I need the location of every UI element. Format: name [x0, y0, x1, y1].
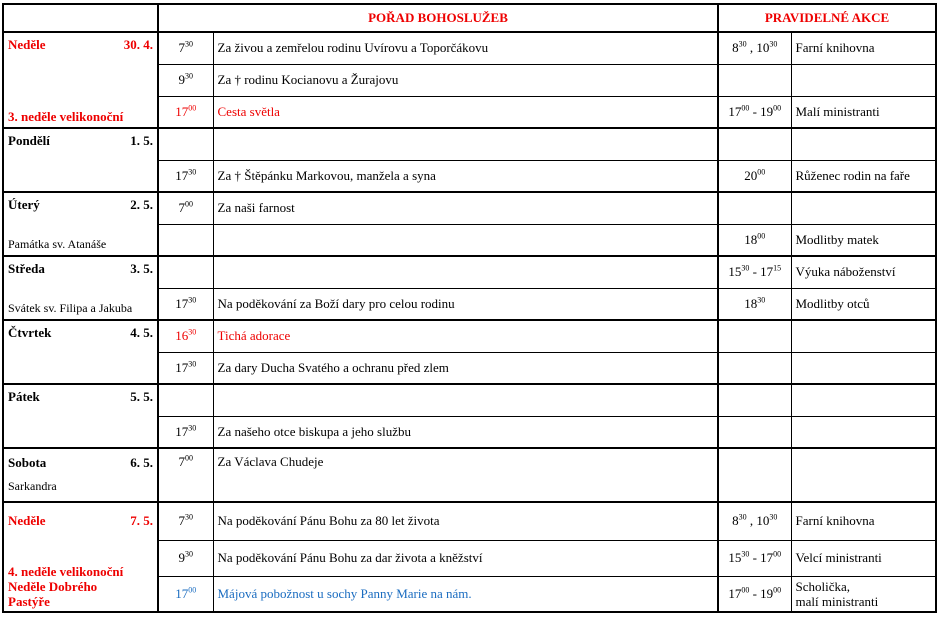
day-name: Pondělí — [8, 133, 50, 148]
event-time: $15^{30} - 17^{15}$ — [718, 256, 791, 288]
table-row — [3, 384, 936, 416]
day-date: 5. 5. — [130, 389, 153, 404]
mass-intention — [213, 256, 718, 288]
day-date: 4. 5. — [130, 325, 153, 340]
mass-intention: Na poděkování Pánu Bohu za dar života a kněžství — [213, 540, 718, 576]
mass-intention: Za † rodinu Kocianovu a Žurajovu — [213, 64, 718, 96]
event-name: Růženec rodin na faře — [791, 160, 936, 192]
day-name: Čtvrtek — [8, 325, 52, 340]
table-row — [3, 128, 936, 160]
day-cell-monday — [3, 128, 158, 192]
mass-time: $17^{00}$ — [158, 96, 213, 128]
table-row — [3, 32, 936, 64]
event-time — [718, 416, 791, 448]
event-time — [718, 448, 791, 502]
event-name: Malí ministranti — [791, 96, 936, 128]
table-row — [3, 448, 936, 502]
event-name — [791, 320, 936, 352]
day-note: Svátek sv. Filipa a Jakuba — [8, 301, 133, 315]
day-date: 2. 5. — [130, 197, 153, 212]
mass-time: $17^{30}$ — [158, 160, 213, 192]
day-name: Sobota — [8, 455, 47, 470]
mass-intention: Za Václava Chudeje — [213, 448, 718, 502]
day-cell-friday — [3, 384, 158, 448]
event-time: $8^{30}$ , $10^{30}$ — [718, 32, 791, 64]
event-time: $18^{30}$ — [718, 288, 791, 320]
day-note: Památka sv. Atanáše — [8, 237, 107, 251]
header-blank — [3, 4, 158, 32]
day-name: Neděle — [8, 513, 46, 528]
day-date: 6. 5. — [130, 455, 153, 470]
schedule-table — [2, 3, 937, 613]
mass-time — [158, 224, 213, 256]
mass-intention: Za † Štěpánku Markovou, manžela a syna — [213, 160, 718, 192]
mass-intention: Na poděkování Pánu Bohu za 80 let života — [213, 502, 718, 540]
mass-time: $17^{00}$ — [158, 576, 213, 612]
day-cell-sunday-2 — [3, 502, 158, 612]
table-row — [3, 256, 936, 288]
event-name — [791, 192, 936, 224]
event-time: $18^{00}$ — [718, 224, 791, 256]
event-name — [791, 352, 936, 384]
mass-time: $7^{30}$ — [158, 32, 213, 64]
event-time — [718, 64, 791, 96]
mass-time: $9^{30}$ — [158, 64, 213, 96]
mass-time — [158, 256, 213, 288]
event-time: $15^{30} - 17^{00}$ — [718, 540, 791, 576]
mass-intention: Za živou a zemřelou rodinu Uvírovu a Toporčákovu — [213, 32, 718, 64]
day-date: 3. 5. — [130, 261, 153, 276]
mass-intention: Na poděkování za Boží dary pro celou rodinu — [213, 288, 718, 320]
events-title: PRAVIDELNÉ AKCE — [718, 4, 936, 32]
mass-time — [158, 384, 213, 416]
day-date: 30. 4. — [123, 37, 153, 52]
event-name — [791, 416, 936, 448]
mass-time: $17^{30}$ — [158, 352, 213, 384]
day-cell-tuesday — [3, 192, 158, 256]
event-time — [718, 128, 791, 160]
mass-time: $9^{30}$ — [158, 540, 213, 576]
mass-time: $7^{00}$ — [158, 192, 213, 224]
event-name: Scholička, malí ministranti — [791, 576, 936, 612]
event-time — [718, 192, 791, 224]
mass-intention: Cesta světla — [213, 96, 718, 128]
mass-time: $17^{30}$ — [158, 416, 213, 448]
header-row — [3, 4, 936, 32]
day-cell-wednesday — [3, 256, 158, 320]
event-time: $8^{30}$ , $10^{30}$ — [718, 502, 791, 540]
day-note: Sarkandra — [8, 479, 57, 493]
mass-intention — [213, 384, 718, 416]
mass-intention — [213, 128, 718, 160]
event-name: Farní knihovna — [791, 32, 936, 64]
event-name — [791, 128, 936, 160]
day-cell-sunday-1 — [3, 32, 158, 128]
event-time: $20^{00}$ — [718, 160, 791, 192]
table-row — [3, 192, 936, 224]
event-name: Výuka náboženství — [791, 256, 936, 288]
event-name — [791, 448, 936, 502]
day-note: 4. neděle velikonoční Neděle Dobrého Pastýře — [8, 564, 124, 609]
mass-intention: Za naši farnost — [213, 192, 718, 224]
mass-intention: Májová pobožnost u sochy Panny Marie na nám. — [213, 576, 718, 612]
mass-time: $16^{30}$ — [158, 320, 213, 352]
event-time — [718, 352, 791, 384]
event-name — [791, 384, 936, 416]
mass-intention: Tichá adorace — [213, 320, 718, 352]
mass-time — [158, 128, 213, 160]
event-time: $17^{00} - 19^{00}$ — [718, 576, 791, 612]
mass-time: $7^{30}$ — [158, 502, 213, 540]
mass-intention: Za našeho otce biskupa a jeho službu — [213, 416, 718, 448]
event-name: Farní knihovna — [791, 502, 936, 540]
day-name: Pátek — [8, 389, 40, 404]
day-date: 7. 5. — [130, 513, 153, 528]
day-date: 1. 5. — [130, 133, 153, 148]
day-name: Středa — [8, 261, 45, 276]
event-name: Velcí ministranti — [791, 540, 936, 576]
event-name: Modlitby otců — [791, 288, 936, 320]
mass-intention: Za dary Ducha Svatého a ochranu před zlem — [213, 352, 718, 384]
day-name: Neděle — [8, 37, 46, 52]
mass-time: $7^{00}$ — [158, 448, 213, 502]
table-row — [3, 502, 936, 540]
event-time: $17^{00} - 19^{00}$ — [718, 96, 791, 128]
services-title: POŘAD BOHOSLUŽEB — [158, 4, 718, 32]
mass-time: $17^{30}$ — [158, 288, 213, 320]
day-note: 3. neděle velikonoční — [8, 109, 124, 124]
table-row — [3, 320, 936, 352]
event-name: Modlitby matek — [791, 224, 936, 256]
day-cell-saturday — [3, 448, 158, 502]
event-time — [718, 384, 791, 416]
event-time — [718, 320, 791, 352]
mass-intention — [213, 224, 718, 256]
event-name — [791, 64, 936, 96]
day-cell-thursday — [3, 320, 158, 384]
day-name: Úterý — [8, 197, 40, 212]
